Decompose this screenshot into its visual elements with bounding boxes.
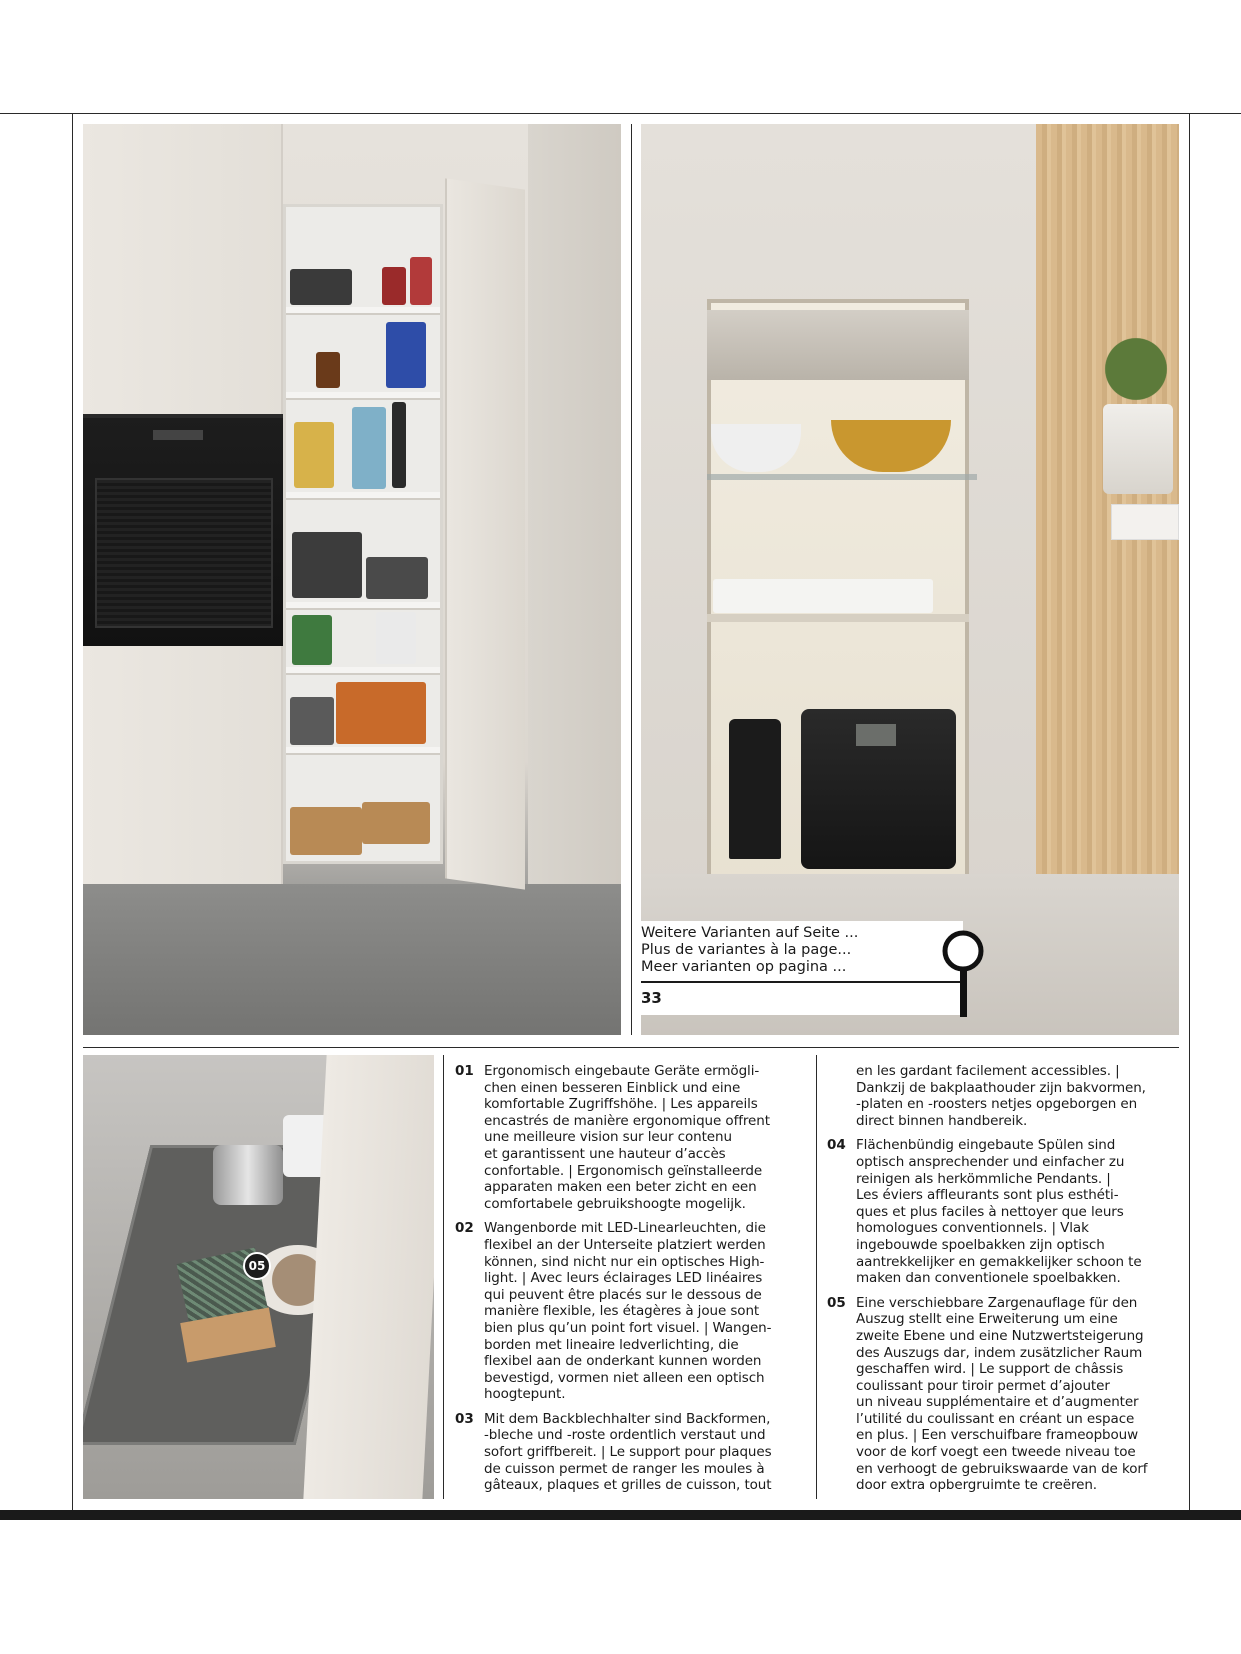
entry-number: 04: [827, 1137, 846, 1154]
shelf: [286, 392, 440, 400]
caption-rule: [641, 981, 963, 983]
coffee-niche-photo: [641, 124, 1179, 1035]
cups: [713, 579, 933, 613]
section-rule: [83, 1047, 1179, 1048]
entry-text: Wangenborde mit LED-Linearleuchten, die flexibel an der Unterseite platziert werden können, sind nicht nur ein optisches High- light. | Avec leurs éclairages LED linéaires qui peuvent être placés sur le dessous de manière flexible, les étagères à joue sont bien plus qu’un point fort visuel. | Wangen- borden met lineaire ledverlichting, die flexibel aan de onderkant kunnen worden bevestigd, vormen niet alleen een optisch hoogtepunt.: [484, 1220, 772, 1403]
pantry-cabinet-photo: [83, 124, 621, 1035]
coffee-bag: [729, 719, 781, 859]
jar: [316, 352, 340, 388]
feature-entry-01: [455, 1063, 811, 1212]
snack-boxes: [336, 682, 426, 744]
top-rule: [0, 113, 1241, 114]
snack-boxes: [290, 697, 334, 745]
entry-text: Mit dem Backblechhalter sind Backformen, -bleche und -roste ordentlich verstaut und sofort griffbereit. | Le support pour plaques de cuisson permet de ranger les moules à gâteaux, plaques et grilles de cuisson, tout: [484, 1410, 772, 1494]
food-pack: [292, 615, 332, 665]
feature-entry-03: [455, 1411, 811, 1494]
column-rule-1: [443, 1055, 444, 1499]
shelf: [286, 307, 440, 315]
coffee-bag: [352, 407, 386, 489]
basket: [366, 557, 428, 599]
drawer-front: [303, 1055, 434, 1499]
tea-box: [294, 422, 334, 488]
espresso-machine: [801, 709, 956, 869]
caption-line-nl: Meer varianten op pagina ...: [641, 959, 847, 975]
column-rule-2: [816, 1055, 817, 1499]
built-in-oven: [83, 414, 285, 646]
floor: [83, 884, 621, 1035]
feature-entry-04: [827, 1137, 1183, 1286]
shelf: [286, 492, 440, 500]
machine-display: [856, 724, 896, 746]
feature-entry-05: [827, 1295, 1183, 1494]
caption-line-fr: Plus de variantes à la page...: [641, 942, 852, 958]
bottom-bar: [0, 1510, 1241, 1520]
item-number-badge: 05: [243, 1252, 271, 1280]
page-reference: 33: [641, 989, 662, 1007]
shelf: [286, 602, 440, 610]
variants-caption: [641, 921, 963, 1015]
oven-window: [95, 478, 273, 628]
lit-shelf: [707, 614, 969, 622]
entry-text: Eine verschiebbare Zargenauflage für den Auszug stellt eine Erweiterung um eine zweite Ebene und eine Nutzwertsteigerung des Auszugs dar, indem zusätzlicher Raum geschaffen wird. | Le support de châssis coulissant pour tiroir permet d’ajouter un niveau supplémentaire et d’augmenter l’utilité du coulissant en créant un espace en plus. | Een verschuifbare frameopbouw voor de korf voegt een tweede niveau toe en verhoogt de gebruikswaarde van de korf door extra opbergruimte te creëren.: [856, 1294, 1148, 1494]
plant-pot: [1103, 404, 1173, 494]
steel-pot: [213, 1145, 283, 1205]
wooden-crate: [362, 802, 430, 844]
shelf: [286, 667, 440, 675]
caption-line-de: Weitere Varianten auf Seite ...: [641, 925, 859, 941]
entry-number: 05: [827, 1294, 846, 1311]
roller-shutter: [707, 310, 969, 380]
entry-number: 02: [455, 1220, 474, 1237]
entry-03-continued: en les gardant facilement accessibles. | Dankzij de bakplaathouder zijn bakvormen, -platen en -roosters netjes opgeborgen en direct binnen handbereik.: [856, 1063, 1146, 1129]
oven-display: [153, 430, 203, 440]
food-pack: [376, 612, 416, 664]
glass-shelf: [707, 474, 977, 480]
magnifier-icon: [941, 929, 985, 1019]
text-column-2: [827, 1063, 1183, 1502]
open-pantry-shelves: [283, 204, 443, 864]
text-column-1: [455, 1063, 811, 1502]
jar: [382, 267, 406, 305]
wall-shelf: [1111, 504, 1179, 540]
right-rule: [1189, 113, 1190, 1513]
open-cabinet-door: [445, 178, 525, 889]
entry-text: Flächenbündig eingebaute Spülen sind optisch ansprechender und einfacher zu reinigen als herkömmliche Pendants. | Les éviers affleurants sont plus esthéti- ques et plus faciles à nettoyer que leurs homologues conventionnels. | Vlak ingebouwde spoelbakken zijn optisch aantrekkelijker en gemakkelijker schoon te maken dan conventionele spoelbakken.: [856, 1137, 1142, 1287]
cereal-pack: [386, 322, 426, 388]
storage-box: [290, 269, 352, 305]
feature-entry-02: [455, 1220, 811, 1403]
wooden-crate: [290, 807, 362, 855]
entry-number: 01: [455, 1063, 474, 1079]
shelf: [286, 747, 440, 755]
photo-divider: [631, 124, 632, 1035]
jar: [410, 257, 432, 305]
background-cabinets: [528, 124, 621, 954]
entry-text: Ergonomisch eingebaute Geräte ermögli- chen einen besseren Einblick und eine komfortable Zugriffshöhe. | Les appareils encastrés de manière ergonomique offrent une meilleure vision sur leur contenu et garantissent une hauteur d’accès confortable. | Ergonomisch geïnstalleerde apparaten maken een beter zicht en een comfortabele gebruikshoogte mogelijk.: [484, 1063, 770, 1212]
storage-box: [292, 532, 362, 598]
bottle: [392, 402, 406, 488]
entry-number: 03: [455, 1410, 474, 1427]
left-rule: [72, 113, 73, 1513]
